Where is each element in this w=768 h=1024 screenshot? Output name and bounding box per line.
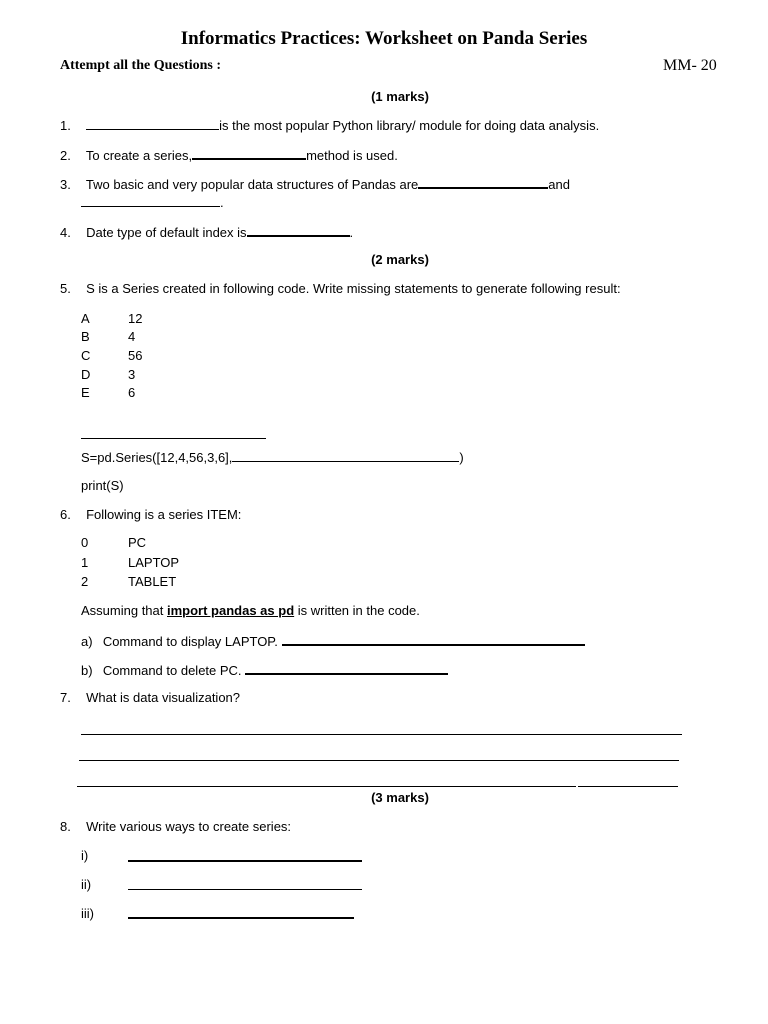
question-number: 2. bbox=[60, 148, 71, 163]
assumption-prefix: Assuming that bbox=[81, 603, 167, 618]
answer-line[interactable] bbox=[578, 786, 678, 787]
question-text: and bbox=[548, 177, 570, 192]
answer-blank[interactable] bbox=[86, 117, 219, 130]
answer-line[interactable] bbox=[128, 917, 354, 919]
question-7 bbox=[60, 690, 240, 705]
question-text: Date type of default index is bbox=[86, 225, 247, 240]
question-text: is the most popular Python library/ module for doing data analysis. bbox=[219, 118, 600, 133]
sub-question-text: Command to delete PC. bbox=[102, 663, 242, 678]
question-4 bbox=[60, 223, 353, 240]
series-index: 0 bbox=[81, 535, 89, 550]
series-index: E bbox=[81, 385, 90, 400]
answer-blank[interactable] bbox=[247, 223, 350, 237]
code-text: S=pd.Series([12,4,56,3,6], bbox=[81, 450, 233, 465]
punctuation: . bbox=[349, 225, 354, 240]
answer-line[interactable] bbox=[77, 786, 576, 787]
question-number: 7. bbox=[60, 690, 71, 705]
item-series-row bbox=[81, 555, 179, 570]
series-output-row bbox=[81, 311, 142, 326]
question-number: 1. bbox=[60, 118, 71, 133]
series-index: C bbox=[81, 348, 91, 363]
question-text: Two basic and very popular data structures of Pandas are bbox=[85, 177, 419, 192]
question-5 bbox=[60, 281, 621, 296]
answer-blank[interactable] bbox=[282, 632, 585, 646]
series-output-row bbox=[81, 385, 135, 400]
sub-question-label: a) bbox=[81, 634, 93, 649]
question-6 bbox=[60, 507, 241, 522]
question-6b bbox=[81, 661, 448, 678]
code-series-statement bbox=[81, 449, 464, 465]
code-print-statement: print(S) bbox=[81, 478, 124, 493]
series-index: B bbox=[81, 329, 90, 344]
section-heading-3-marks: (3 marks) bbox=[371, 790, 429, 805]
assumption-text bbox=[81, 603, 420, 618]
question-number: 8. bbox=[60, 819, 71, 834]
way-label: iii) bbox=[81, 906, 94, 921]
question-2 bbox=[60, 146, 398, 163]
instruction-text: Attempt all the Questions : bbox=[60, 58, 221, 73]
answer-line[interactable] bbox=[128, 860, 362, 862]
question-text: Write various ways to create series: bbox=[86, 819, 292, 834]
sub-question-text: Command to display LAPTOP. bbox=[102, 634, 278, 649]
question-number: 4. bbox=[60, 225, 71, 240]
worksheet-title: Informatics Practices: Worksheet on Panda Series bbox=[180, 28, 588, 49]
series-value: 12 bbox=[128, 311, 143, 326]
question-8 bbox=[60, 819, 291, 834]
question-6a bbox=[81, 632, 585, 649]
answer-line[interactable] bbox=[81, 438, 266, 439]
series-index: D bbox=[81, 367, 91, 382]
section-heading-1-mark: (1 marks) bbox=[371, 89, 429, 104]
question-1 bbox=[60, 117, 599, 133]
way-label: i) bbox=[81, 848, 89, 863]
question-3 bbox=[60, 175, 570, 192]
series-output-row bbox=[81, 367, 135, 382]
answer-blank[interactable] bbox=[192, 146, 306, 160]
answer-line[interactable] bbox=[79, 760, 679, 761]
question-text: method is used. bbox=[306, 148, 398, 163]
question-number: 6. bbox=[60, 507, 71, 522]
question-text: What is data visualization? bbox=[86, 690, 241, 705]
answer-blank[interactable] bbox=[418, 175, 548, 189]
series-index: 1 bbox=[81, 555, 89, 570]
question-text: S is a Series created in following code. Write missing statements to generate following result: bbox=[86, 281, 621, 296]
answer-blank[interactable] bbox=[81, 194, 220, 207]
series-value: 4 bbox=[128, 329, 136, 344]
sub-question-label: b) bbox=[81, 663, 93, 678]
code-text: ) bbox=[459, 450, 464, 465]
item-series-row bbox=[81, 535, 146, 550]
answer-line[interactable] bbox=[128, 889, 362, 890]
punctuation: . bbox=[220, 195, 224, 210]
answer-blank[interactable] bbox=[232, 449, 459, 462]
assumption-suffix: is written in the code. bbox=[294, 603, 420, 618]
question-number: 3. bbox=[60, 177, 71, 192]
series-index: A bbox=[81, 311, 90, 326]
question-text: To create a series, bbox=[85, 148, 193, 163]
series-value: 56 bbox=[128, 348, 143, 363]
question-3-continued bbox=[81, 194, 224, 210]
series-value: LAPTOP bbox=[128, 555, 180, 570]
answer-line[interactable] bbox=[81, 734, 682, 735]
section-heading-2-marks: (2 marks) bbox=[371, 252, 429, 267]
answer-blank[interactable] bbox=[245, 661, 448, 675]
series-output-row bbox=[81, 348, 142, 363]
import-statement: import pandas as pd bbox=[167, 603, 295, 618]
series-value: 3 bbox=[128, 367, 136, 382]
max-marks: MM- 20 bbox=[663, 57, 717, 74]
series-output-row bbox=[81, 329, 135, 344]
question-text: Following is a series ITEM: bbox=[86, 507, 242, 522]
way-label: ii) bbox=[81, 877, 92, 892]
question-number: 5. bbox=[60, 281, 71, 296]
series-value: 6 bbox=[128, 385, 136, 400]
series-index: 2 bbox=[81, 574, 89, 589]
series-value: PC bbox=[128, 535, 147, 550]
item-series-row bbox=[81, 574, 176, 589]
series-value: TABLET bbox=[128, 574, 177, 589]
